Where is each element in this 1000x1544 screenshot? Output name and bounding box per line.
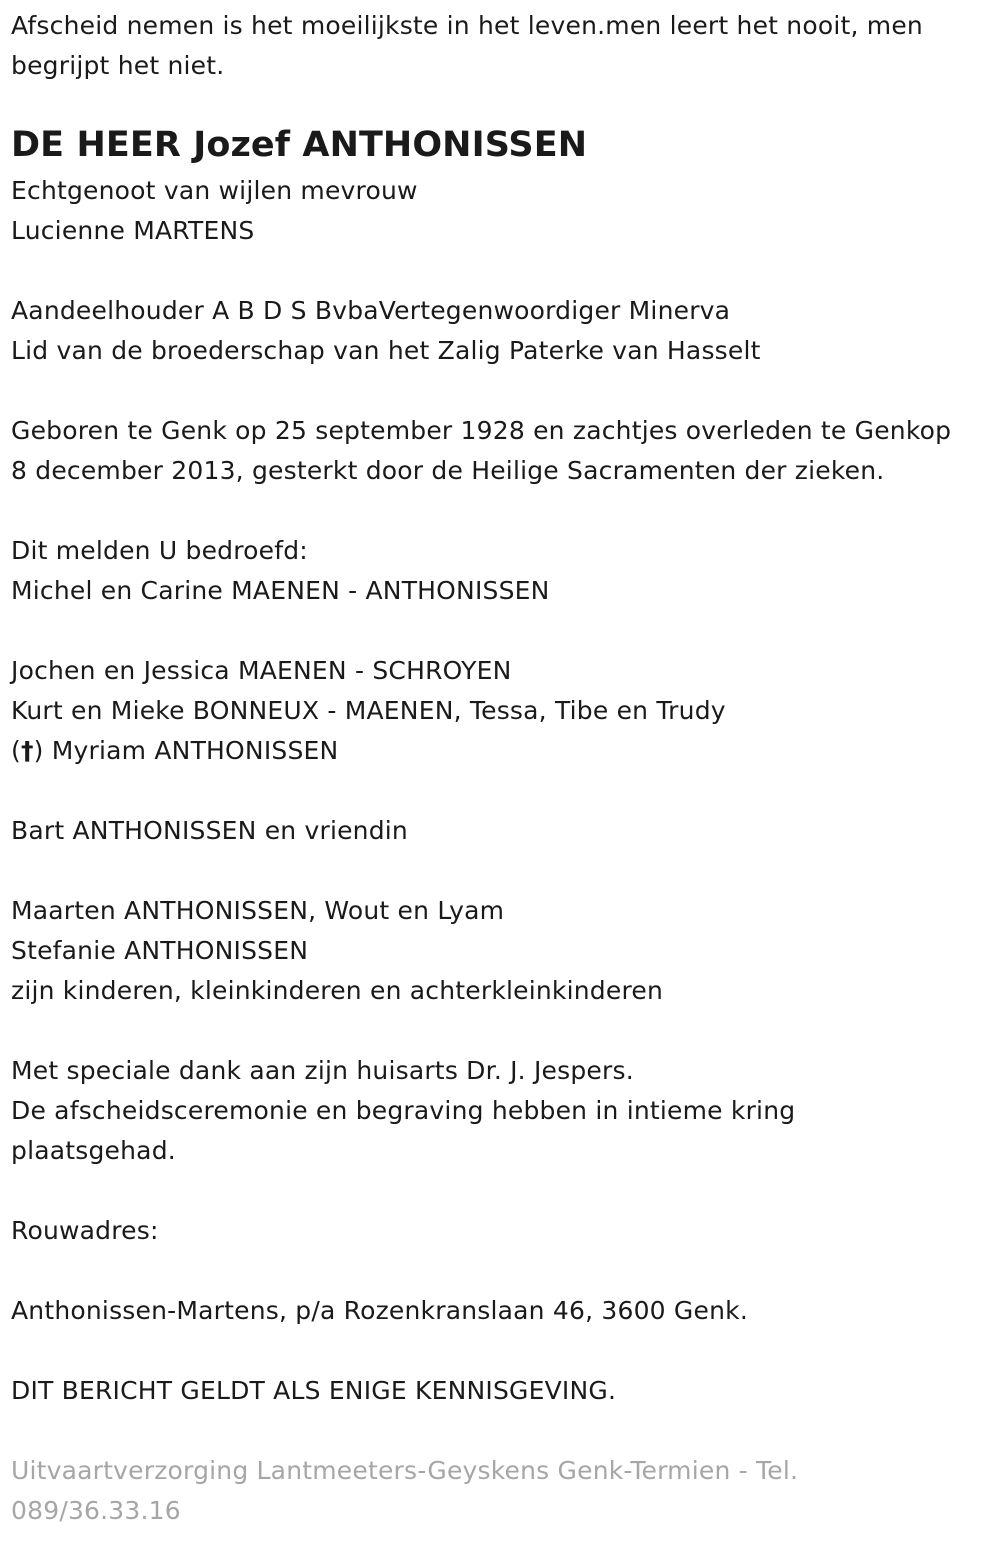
address-section (11, 1211, 991, 1331)
roles-line-1: Aandeelhouder A B D S BvbaVertegenwoordiger Minerva (11, 296, 731, 325)
address-heading: Rouwadres: (11, 1216, 159, 1245)
intro-line-1: Afscheid nemen is het moeilijkste in het leven.men leert het nooit, men (11, 11, 923, 40)
roles-section (11, 291, 991, 371)
announcers-heading: Dit melden U bedroefd: (11, 536, 308, 565)
announcers-line-1: Michel en Carine MAENEN - ANTHONISSEN (11, 576, 550, 605)
family1-line-2: Kurt en Mieke BONNEUX - MAENEN, Tessa, Tibe en Trudy (11, 696, 726, 725)
thanks-section (11, 1051, 991, 1171)
paren-open: ( (11, 736, 21, 765)
spacer (11, 251, 991, 291)
footer-line-2: 089/36.33.16 (11, 1496, 181, 1525)
cross-icon: † (20, 736, 34, 765)
spacer (11, 371, 991, 411)
spacer (11, 611, 991, 651)
birth-line-1: Geboren te Genk op 25 september 1928 en zachtjes overleden te Genkop (11, 416, 952, 445)
family-section-2 (11, 811, 991, 851)
footer-line-1: Uitvaartverzorging Lantmeeters-Geyskens Genk-Termien - Tel. (11, 1456, 799, 1485)
spacer (11, 1171, 991, 1211)
spouse-line-2: Lucienne MARTENS (11, 216, 255, 245)
family-section-3 (11, 891, 991, 1011)
birth-line-2: 8 december 2013, gesterkt door de Heilige Sacramenten der zieken. (11, 456, 885, 485)
birth-death-section (11, 411, 991, 491)
obituary-notice (11, 6, 991, 1531)
spacer (11, 1411, 991, 1451)
spacer (11, 851, 991, 891)
spouse-section (11, 171, 991, 251)
intro-line-2: begrijpt het niet. (11, 51, 225, 80)
family1-line-3 (11, 731, 991, 771)
spacer (11, 1331, 991, 1371)
thanks-line-1: Met speciale dank aan zijn huisarts Dr. J. Jespers. (11, 1056, 634, 1085)
announcers-section (11, 531, 991, 611)
roles-line-2: Lid van de broederschap van het Zalig Paterke van Hasselt (11, 336, 761, 365)
notice-text: DIT BERICHT GELDT ALS ENIGE KENNISGEVING. (11, 1376, 617, 1405)
family1-line-3-text: ) Myriam ANTHONISSEN (33, 736, 339, 765)
thanks-line-3: plaatsgehad. (11, 1136, 176, 1165)
thanks-line-2: De afscheidsceremonie en begraving hebben in intieme kring (11, 1096, 796, 1125)
deceased-name-title: DE HEER Jozef ANTHONISSEN (11, 125, 588, 165)
family-section-1 (11, 651, 991, 771)
spacer (11, 771, 991, 811)
family3-line-2: Stefanie ANTHONISSEN (11, 936, 309, 965)
family3-line-1: Maarten ANTHONISSEN, Wout en Lyam (11, 896, 505, 925)
spacer (11, 1251, 991, 1291)
spouse-line-1: Echtgenoot van wijlen mevrouw (11, 176, 418, 205)
intro-quote (11, 6, 991, 86)
family2-line-1: Bart ANTHONISSEN en vriendin (11, 816, 408, 845)
funeral-director-footer (11, 1451, 991, 1531)
spacer (11, 491, 991, 531)
address-line-1: Anthonissen-Martens, p/a Rozenkranslaan 46, 3600 Genk. (11, 1296, 748, 1325)
spacer (11, 1011, 991, 1051)
family3-line-3: zijn kinderen, kleinkinderen en achterkleinkinderen (11, 976, 663, 1005)
family1-line-1: Jochen en Jessica MAENEN - SCHROYEN (11, 656, 512, 685)
